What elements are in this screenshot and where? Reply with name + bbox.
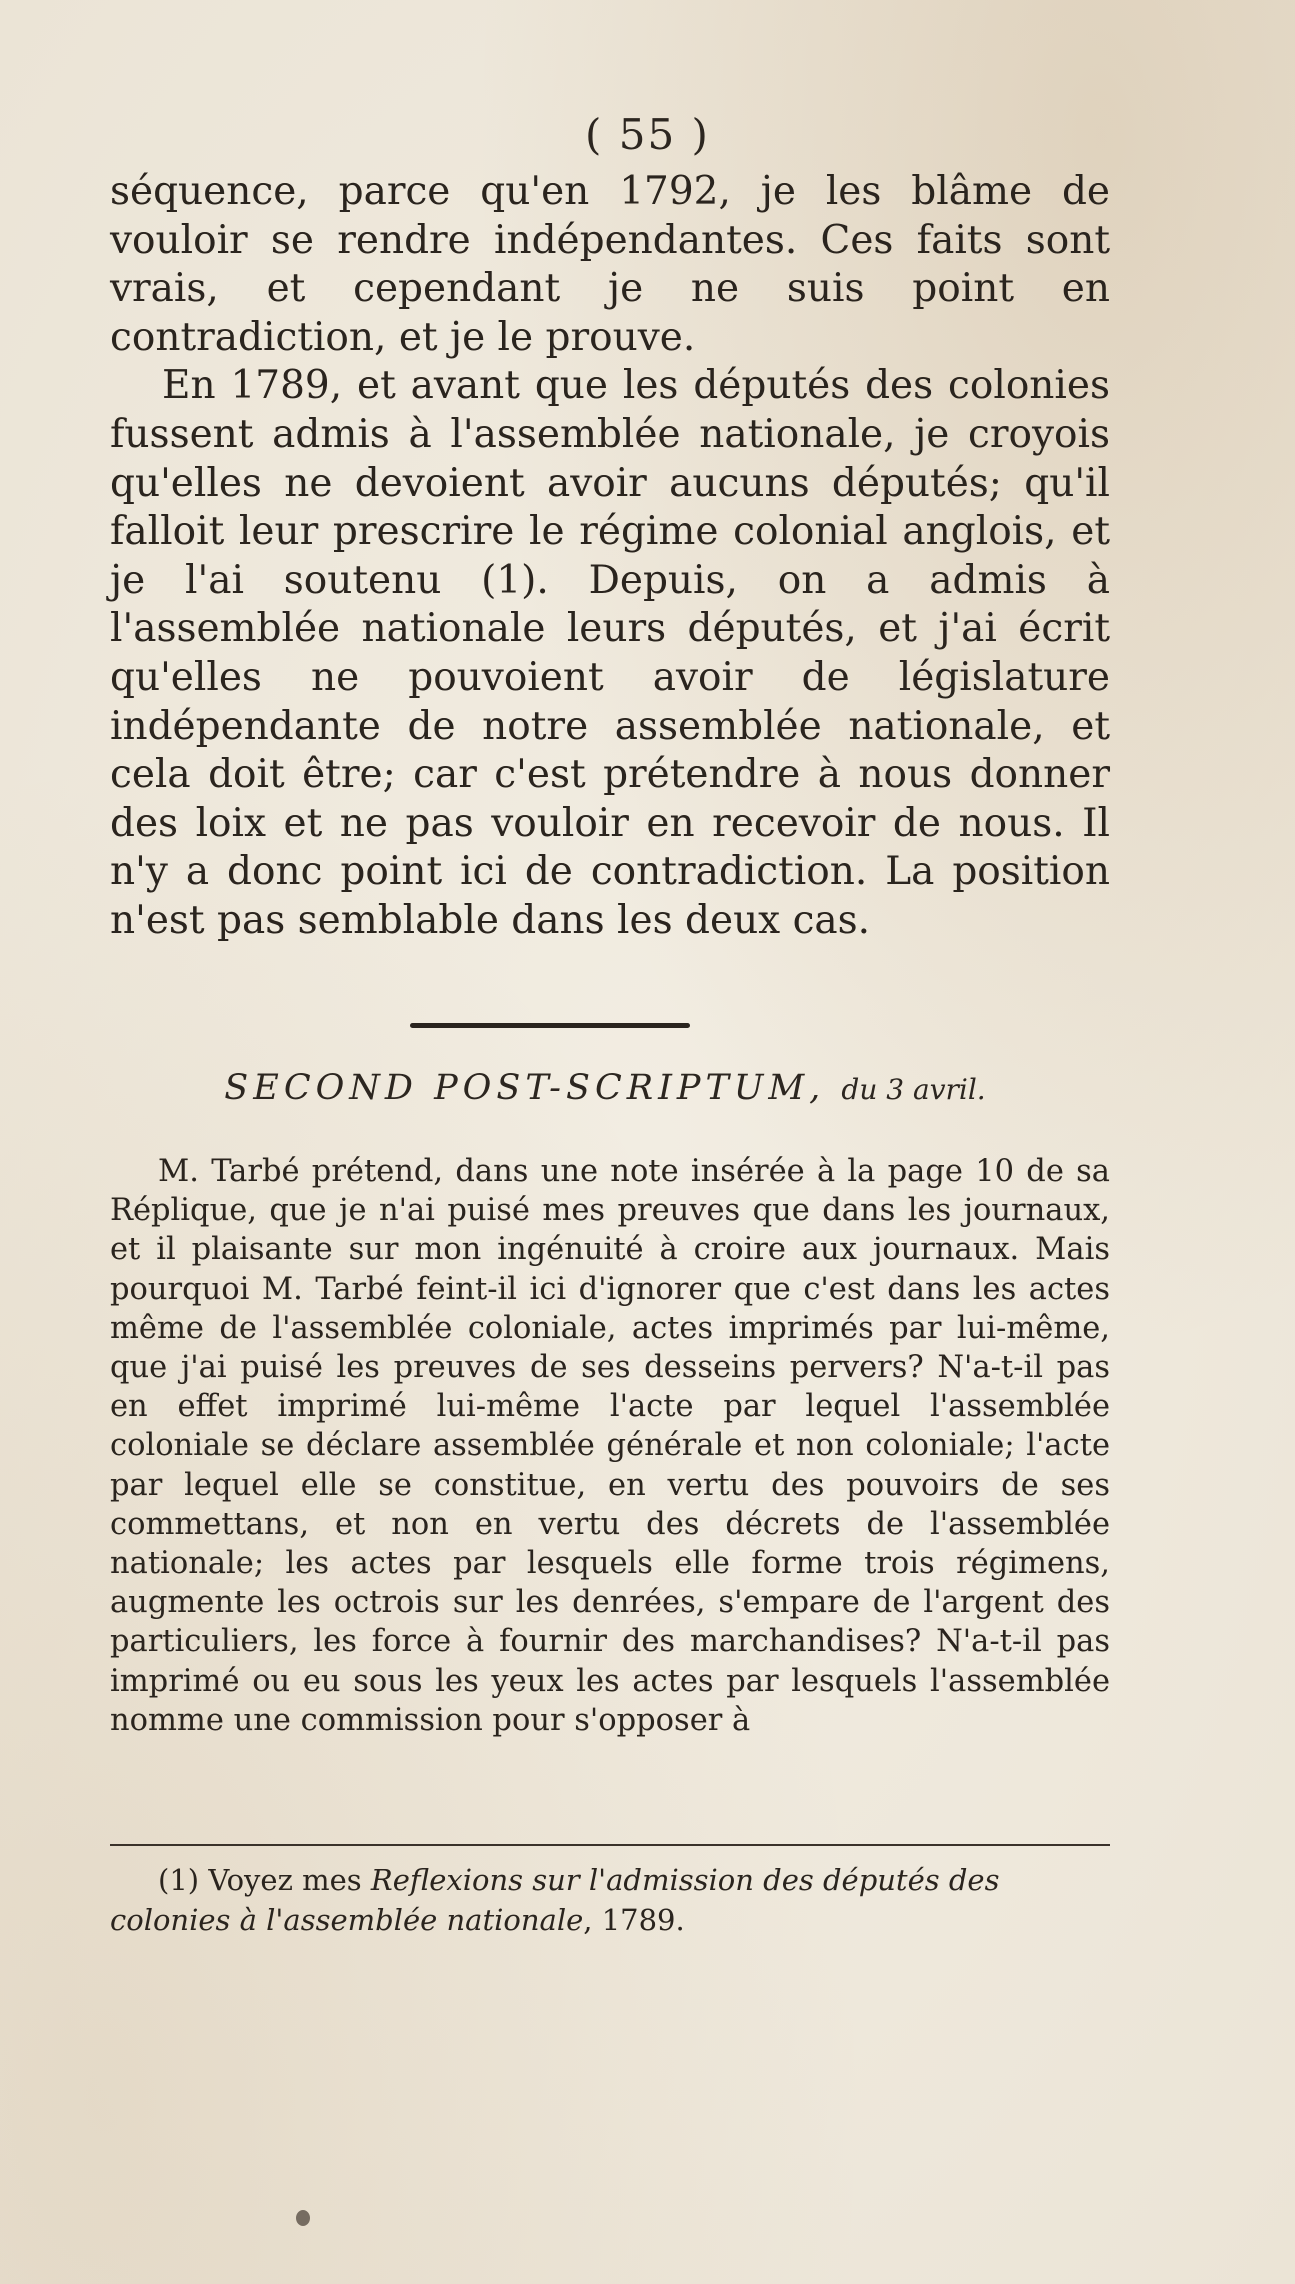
section-title: SECOND POST-SCRIPTUM, (224, 1068, 826, 1108)
footnote-rule (110, 1844, 1110, 1846)
section-separator (410, 1023, 690, 1028)
paragraph-continuation: séquence, parce qu'en 1792, je les blâme de vouloir se rendre indépendantes. Ces faits sont vrais, et cependant je ne suis point en contradiction, et je le prouve. (110, 169, 1110, 360)
section-heading (100, 1068, 1110, 1108)
footnote-year: , 1789. (583, 1903, 685, 1937)
page-number: ( 55 ) (585, 110, 710, 159)
footnote-marker: (1) (158, 1863, 200, 1897)
paragraph-1789: En 1789, et avant que les députés des colonies fussent admis à l'assemblée nationale, je croyois qu'elles ne devoient avoir aucuns députés; qu'il falloit leur prescrire le régime colonial anglois, et je l'ai soutenu (1). Depuis, on a admis à l'assemblée nationale leurs députés, et j'ai écrit qu'elles ne pouvoient avoir de législature indépendante de notre assemblée nationale, et cela doit être; car c'est prétendre à nous donner des loix et ne pas vouloir en recevoir de nous. Il n'y a donc point ici de contradiction. La position n'est pas semblable dans les deux cas. (110, 363, 1110, 943)
footnote-title: Reflexions sur l'admission des députés des colonies à l'assemblée nationale (110, 1863, 1000, 1937)
main-text-block (110, 168, 1110, 946)
post-scriptum-paragraph: M. Tarbé prétend, dans une note insérée à la page 10 de sa Réplique, que je n'ai puisé mes preuves que dans les journaux, et il plaisante sur mon ingénuité à croire aux journaux. Mais pourquoi M. Tarbé feint-il ici d'ignorer que c'est dans les actes même de l'assemblée coloniale, actes imprimés par lui-même, que j'ai puisé les preuves de ses desseins pervers? N'a-t-il pas en effet imprimé lui-même l'acte par lequel l'assemblée coloniale se déclare assemblée générale et non coloniale; l'acte par lequel elle se constitue, en vertu des pouvoirs de ses commettans, et non en vertu des décrets de l'assemblée nationale; les actes par lesquels elle forme trois régimens, augmente les octrois sur les denrées, s'empare de l'argent des particuliers, les force à fournir des marchandises? N'a-t-il pas imprimé ou eu sous les yeux les actes par lesquels l'assemblée nomme une commission pour s'opposer à (110, 1154, 1110, 1738)
post-scriptum-text (110, 1152, 1110, 1740)
footnote (110, 1860, 1110, 1940)
footnote-lead: Voyez mes (208, 1863, 362, 1897)
section-date: du 3 avril. (841, 1073, 986, 1106)
ink-spot (296, 2210, 310, 2226)
